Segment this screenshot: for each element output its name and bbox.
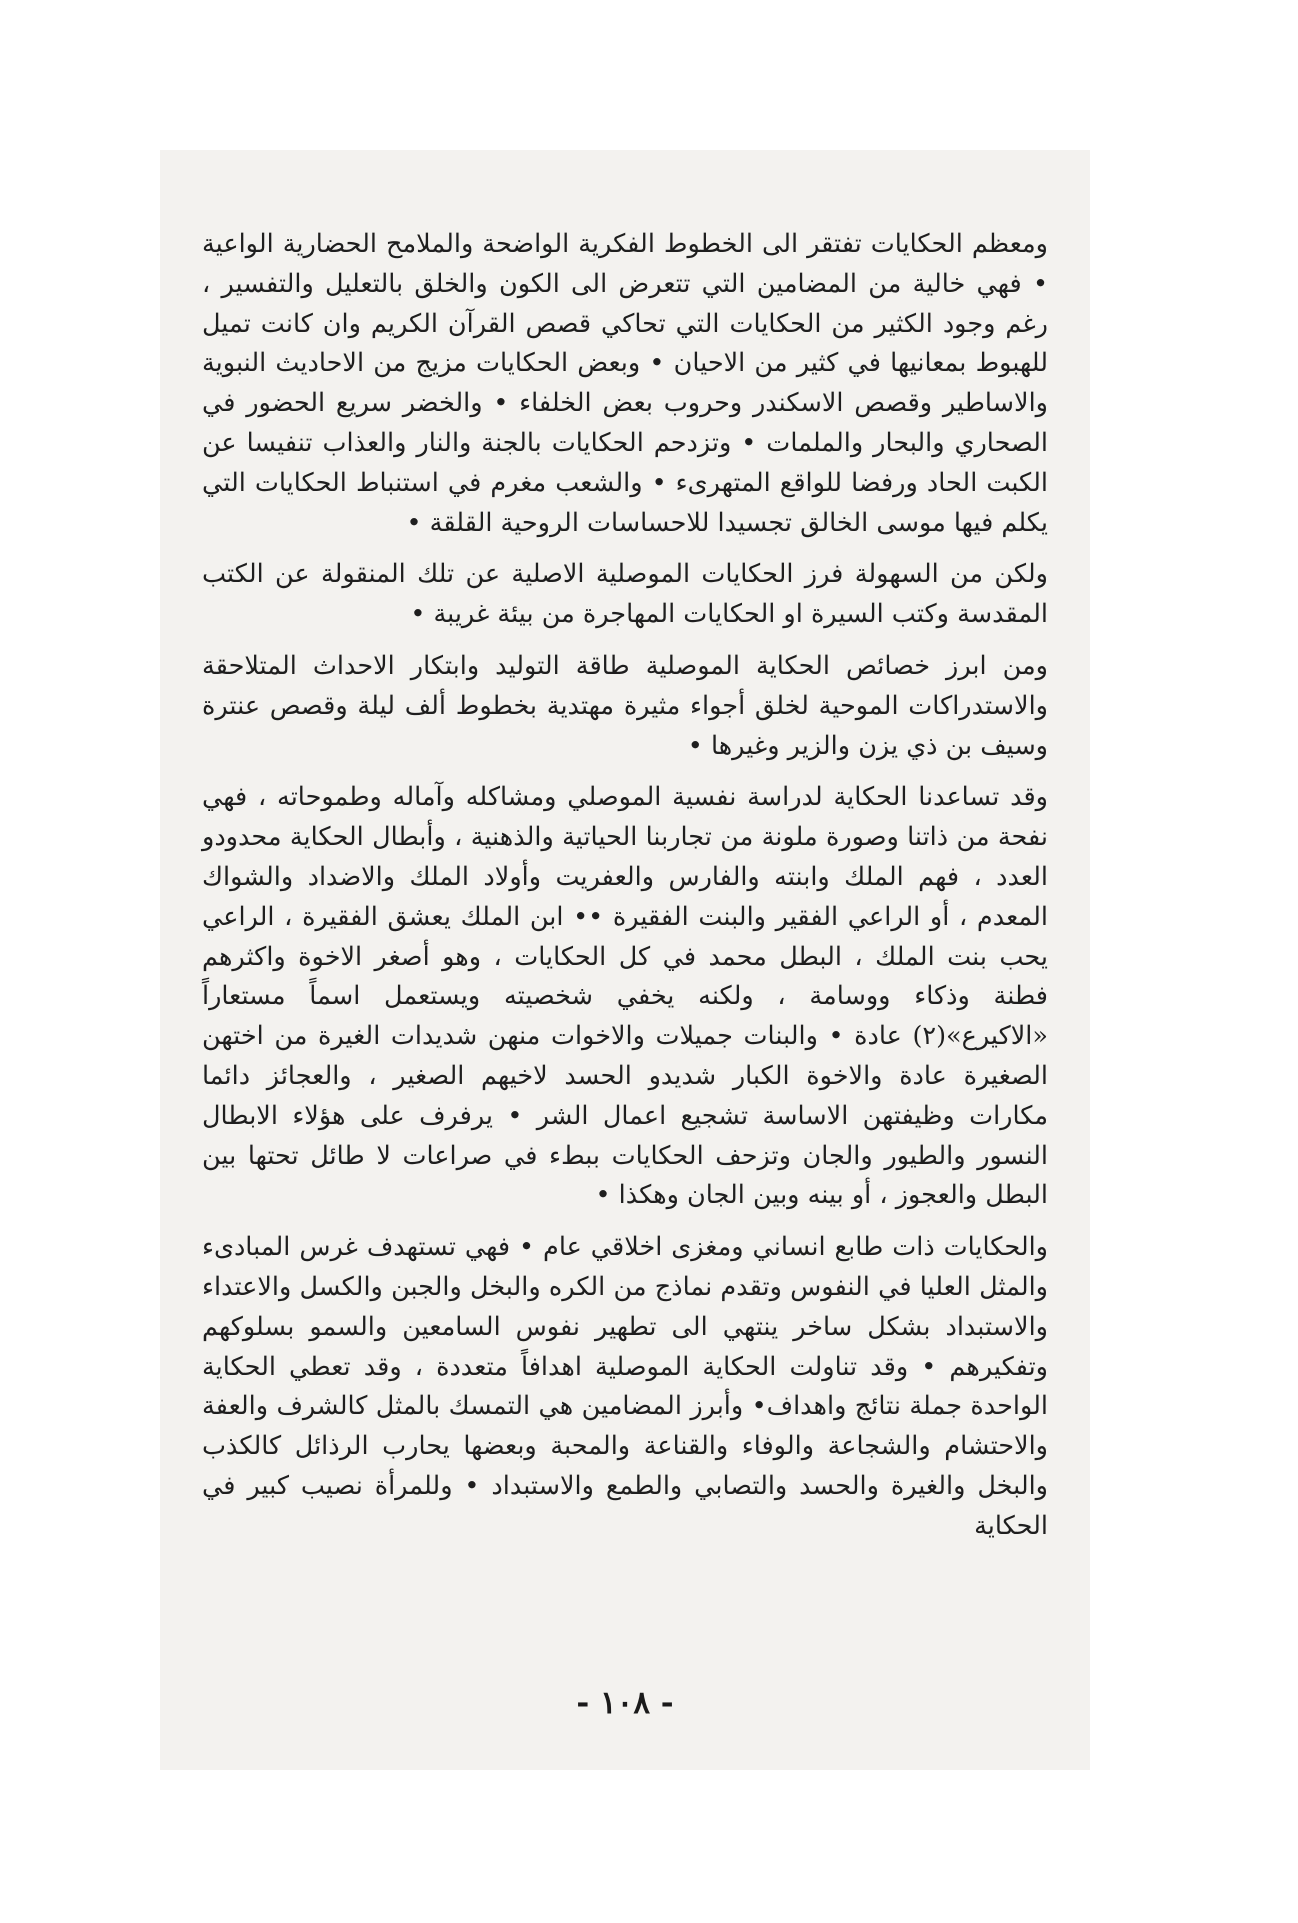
page-number: - ١٠٨ - [576, 1685, 674, 1721]
paragraph-1: ومعظم الحكايات تفتقر الى الخطوط الفكرية الواضحة والملامح الحضارية الواعية • فهي خالية من المضامين التي تتعرض الى الكون والخلق بالتعليل والتفسير ، رغم وجود الكثير من الحكايات التي تحاكي قصص القرآن الكريم وان كانت تميل للهبوط بمعانيها في كثير من الاحيان • وبعض الحكايات مزيج من الاحاديث النبوية والاساطير وقصص الاسكندر وحروب بعض الخلفاء • والخضر سريع الحضور في الصحاري والبحار والملمات • وتزدحم الحكايات بالجنة والنار والعذاب تنفيسا عن الكبت الحاد ورفضا للواقع المتهرىء • والشعب مغرم في استنباط الحكايات التي يكلم فيها موسى الخالق تجسيدا للاحساسات الروحية القلقة • [202, 229, 1048, 538]
book-page [160, 150, 1090, 1770]
paragraph-3: ومن ابرز خصائص الحكاية الموصلية طاقة التوليد وابتكار الاحداث المتلاحقة والاستدراكات الموحية لخلق أجواء مثيرة مهتدية بخطوط ألف ليلة وقصص عنترة وسيف بن ذي يزن والزير وغيرها • [202, 650, 1048, 761]
paragraph-5: والحكايات ذات طابع انساني ومغزى اخلاقي عام • فهي تستهدف غرس المبادىء والمثل العليا في النفوس وتقدم نماذج من الكره والبخل والجبن والكسل والاعتداء والاستبداد بشكل ساخر ينتهي الى تطهير نفوس السامعين والسمو بسلوكهم وتفكيرهم • وقد تناولت الحكاية الموصلية اهدافاً متعددة ، وقد تعطي الحكاية الواحدة جملة نتائج واهداف• وأبرز المضامين هي التمسك بالمثل كالشرف والعفة والاحتشام والشجاعة والوفاء والقناعة والمحبة وبعضها يحارب الرذائل كالكذب والبخل والغيرة والحسد والتصابي والطمع والاستبداد • وللمرأة نصيب كبير في الحكاية [202, 1232, 1048, 1541]
paragraph-2: ولكن من السهولة فرز الحكايات الموصلية الاصلية عن تلك المنقولة عن الكتب المقدسة وكتب السيرة او الحكايات المهاجرة من بيئة غريبة • [202, 559, 1048, 630]
body-text [202, 225, 1048, 1559]
paragraph-4: وقد تساعدنا الحكاية لدراسة نفسية الموصلي ومشاكله وآماله وطموحاته ، فهي نفحة من ذاتنا وصورة ملونة من تجاربنا الحياتية والذهنية ، وأبطال الحكاية محدودو العدد ، فهم الملك وابنته والفارس والعفريت وأولاد الملك والاضداد والشواك المعدم ، أو الراعي الفقير والبنت الفقيرة •• ابن الملك يعشق الفقيرة ، الراعي يحب بنت الملك ، البطل محمد في كل الحكايات ، وهو أصغر الاخوة واكثرهم فطنة وذكاء ووسامة ، ولكنه يخفي شخصيته ويستعمل اسماً مستعاراً «الاكيرع»(٢) عادة • والبنات جميلات والاخوات منهن شديدات الغيرة من اختهن الصغيرة عادة والاخوة الكبار شديدو الحسد لاخيهم الصغير ، والعجائز دائما مكارات وظيفتهن الاساسة تشجيع اعمال الشر • يرفرف على هؤلاء الابطال النسور والطيور والجان وتزحف الحكايات ببطء في صراعات لا طائل تحتها بين البطل والعجوز ، أو بينه وبين الجان وهكذا • [202, 782, 1048, 1211]
